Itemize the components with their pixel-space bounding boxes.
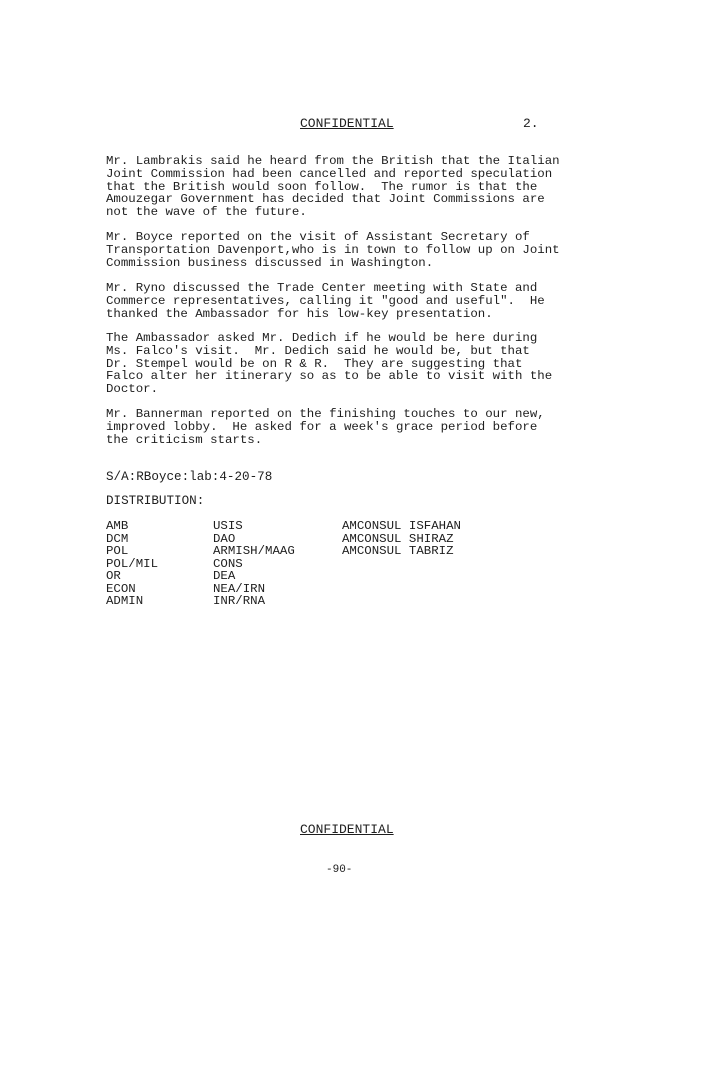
paragraph-boyce: Mr. Boyce reported on the visit of Assistant Secretary of Transportation Davenport,who is in town to follow up on Joint Commission business discussed in Washington.: [106, 230, 560, 270]
distribution-column-2: USIS DAO ARMISH/MAAG CONS DEA NEA/IRN INR/RNA: [213, 519, 295, 608]
header-classification: CONFIDENTIAL: [300, 116, 394, 131]
signature-line: S/A:RBoyce:lab:4-20-78: [106, 470, 273, 484]
page-number: 2.: [523, 116, 539, 131]
footer-page-label: -90-: [326, 864, 353, 876]
paragraph-ryno: Mr. Ryno discussed the Trade Center meeting with State and Commerce representatives, calling it "good and useful". He thanked the Ambassador for his low-key presentation.: [106, 281, 545, 321]
distribution-column-1: AMB DCM POL POL/MIL OR ECON ADMIN: [106, 519, 159, 608]
footer-classification: CONFIDENTIAL: [300, 822, 394, 837]
paragraph-bannerman: Mr. Bannerman reported on the finishing touches to our new, improved lobby. He asked for a week's grace period before the criticism starts.: [106, 407, 545, 447]
distribution-label: DISTRIBUTION:: [106, 494, 205, 508]
paragraph-lambrakis: Mr. Lambrakis said he heard from the British that the Italian Joint Commission had been cancelled and reported speculation that the British would soon follow. The rumor is that the Amouzegar Government has decided that Joint Commissions are not the wave of the future.: [106, 154, 560, 220]
paragraph-ambassador: The Ambassador asked Mr. Dedich if he would be here during Ms. Falco's visit. Mr. Dedich said he would be, but that Dr. Stempel would be on R & R. They are suggesting that Falco alter her itinerary so as to be able to visit with the Doctor.: [106, 331, 553, 397]
distribution-column-3: AMCONSUL ISFAHAN AMCONSUL SHIRAZ AMCONSUL TABRIZ: [342, 519, 461, 558]
